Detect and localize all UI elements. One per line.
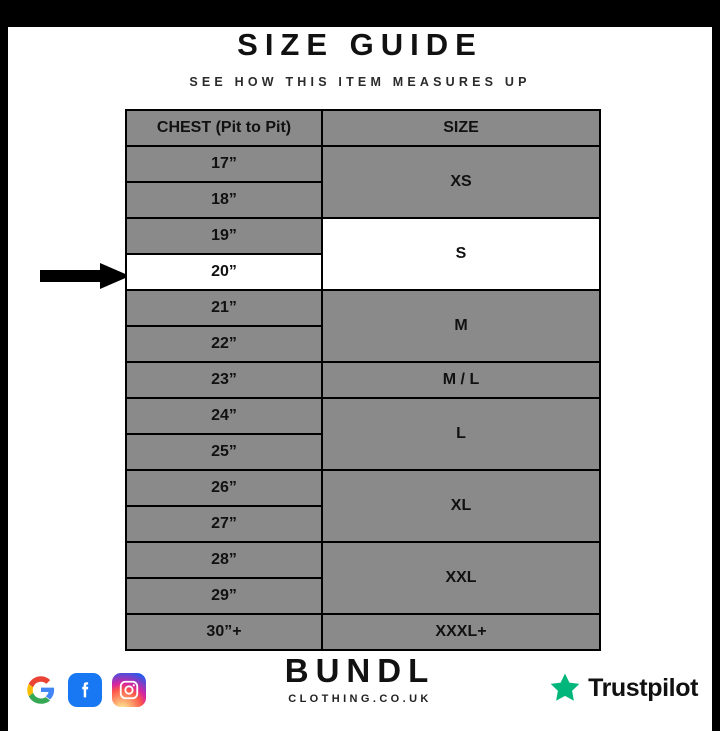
- chest-measurement-cell: 20”: [126, 254, 322, 290]
- size-label-cell: M / L: [322, 362, 600, 398]
- chest-measurement-cell: 26”: [126, 470, 322, 506]
- size-label-cell: S: [322, 218, 600, 290]
- column-header-chest: CHEST (Pit to Pit): [126, 110, 322, 146]
- size-label-cell: XXL: [322, 542, 600, 614]
- chest-measurement-cell: 28”: [126, 542, 322, 578]
- table-row: [126, 146, 600, 182]
- table-row: [126, 614, 600, 650]
- right-arrow-icon: [40, 263, 130, 289]
- chest-measurement-cell: 17”: [126, 146, 322, 182]
- table-row: [126, 470, 600, 506]
- chest-measurement-cell: 30”+: [126, 614, 322, 650]
- table-row: [126, 542, 600, 578]
- chest-measurement-cell: 25”: [126, 434, 322, 470]
- brand-subtitle: CLOTHING.CO.UK: [288, 693, 432, 705]
- table-row: [126, 218, 600, 254]
- chest-measurement-cell: 18”: [126, 182, 322, 218]
- size-label-cell: XS: [322, 146, 600, 218]
- table-row: [126, 362, 600, 398]
- page-title: SIZE GUIDE: [237, 27, 483, 62]
- trustpilot-badge[interactable]: [548, 671, 698, 705]
- page-subtitle: SEE HOW THIS ITEM MEASURES UP: [189, 75, 531, 89]
- table-row: [126, 290, 600, 326]
- footer: [8, 649, 712, 719]
- size-label-cell: M: [322, 290, 600, 362]
- size-table-wrap: [125, 109, 595, 651]
- table-header-row: [126, 110, 600, 146]
- chest-measurement-cell: 24”: [126, 398, 322, 434]
- chest-measurement-cell: 21”: [126, 290, 322, 326]
- size-label-cell: L: [322, 398, 600, 470]
- size-table: [125, 109, 601, 651]
- chest-measurement-cell: 27”: [126, 506, 322, 542]
- chest-measurement-cell: 23”: [126, 362, 322, 398]
- brand-name: BUNDL: [284, 652, 436, 689]
- size-label-cell: XL: [322, 470, 600, 542]
- chest-measurement-cell: 19”: [126, 218, 322, 254]
- size-guide-card: [8, 27, 712, 731]
- table-row: [126, 398, 600, 434]
- column-header-size: SIZE: [322, 110, 600, 146]
- chest-measurement-cell: 29”: [126, 578, 322, 614]
- trustpilot-label: Trustpilot: [588, 673, 698, 702]
- size-label-cell: XXXL+: [322, 614, 600, 650]
- chest-measurement-cell: 22”: [126, 326, 322, 362]
- trustpilot-star-icon: [548, 671, 582, 705]
